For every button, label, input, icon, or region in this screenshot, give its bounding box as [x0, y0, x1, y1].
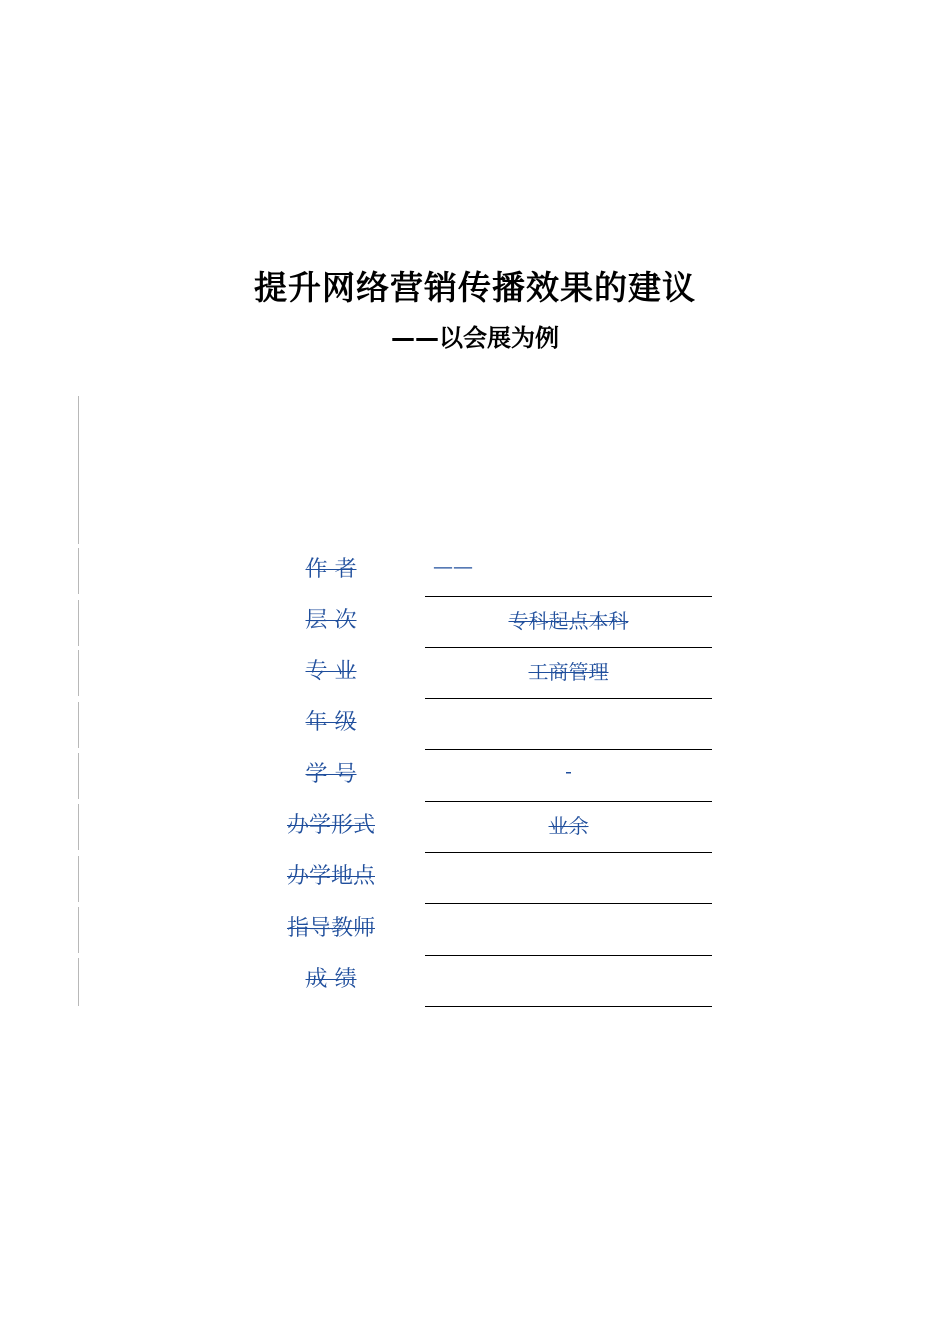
underline: [425, 1006, 712, 1007]
margin-bar: [78, 804, 79, 850]
field-label: 学 号: [305, 762, 357, 787]
field-label: 年 级: [305, 710, 357, 735]
margin-bar: [78, 396, 79, 544]
field-row-supervisor: [270, 905, 712, 956]
underline: [425, 903, 712, 904]
margin-bar: [78, 702, 79, 748]
margin-bar: [78, 907, 79, 953]
field-row-author: [270, 546, 712, 597]
field-row-score: [270, 956, 712, 1007]
field-value: 业余: [548, 814, 589, 838]
field-label: 成 绩: [305, 967, 357, 992]
field-value: -: [565, 759, 572, 783]
margin-bar: [78, 856, 79, 902]
margin-bar: [78, 753, 79, 799]
field-label: 层 次: [305, 608, 357, 633]
field-value: ——: [433, 554, 473, 578]
margin-bar: [78, 650, 79, 696]
field-value: 工商管理: [528, 660, 609, 684]
field-label: 作 者: [305, 557, 357, 582]
field-label: 专 业: [305, 659, 357, 684]
field-row-study-mode: [270, 802, 712, 853]
field-label: 指导教师: [286, 916, 375, 941]
underline: [425, 749, 712, 750]
document-title: 提升网络营销传播效果的建议: [254, 268, 696, 307]
field-row-level: [270, 597, 712, 648]
field-value: 专科起点本科: [508, 609, 629, 633]
field-label: 办学地点: [286, 864, 375, 889]
margin-bar: [78, 548, 79, 594]
document-subtitle: ——以会展为例: [391, 324, 559, 352]
field-row-grade: [270, 699, 712, 750]
field-row-student-id: [270, 751, 712, 802]
field-label: 办学形式: [286, 813, 375, 838]
margin-bar: [78, 600, 79, 646]
margin-bar: [78, 958, 79, 1006]
field-row-study-location: [270, 853, 712, 904]
field-row-major: [270, 648, 712, 699]
